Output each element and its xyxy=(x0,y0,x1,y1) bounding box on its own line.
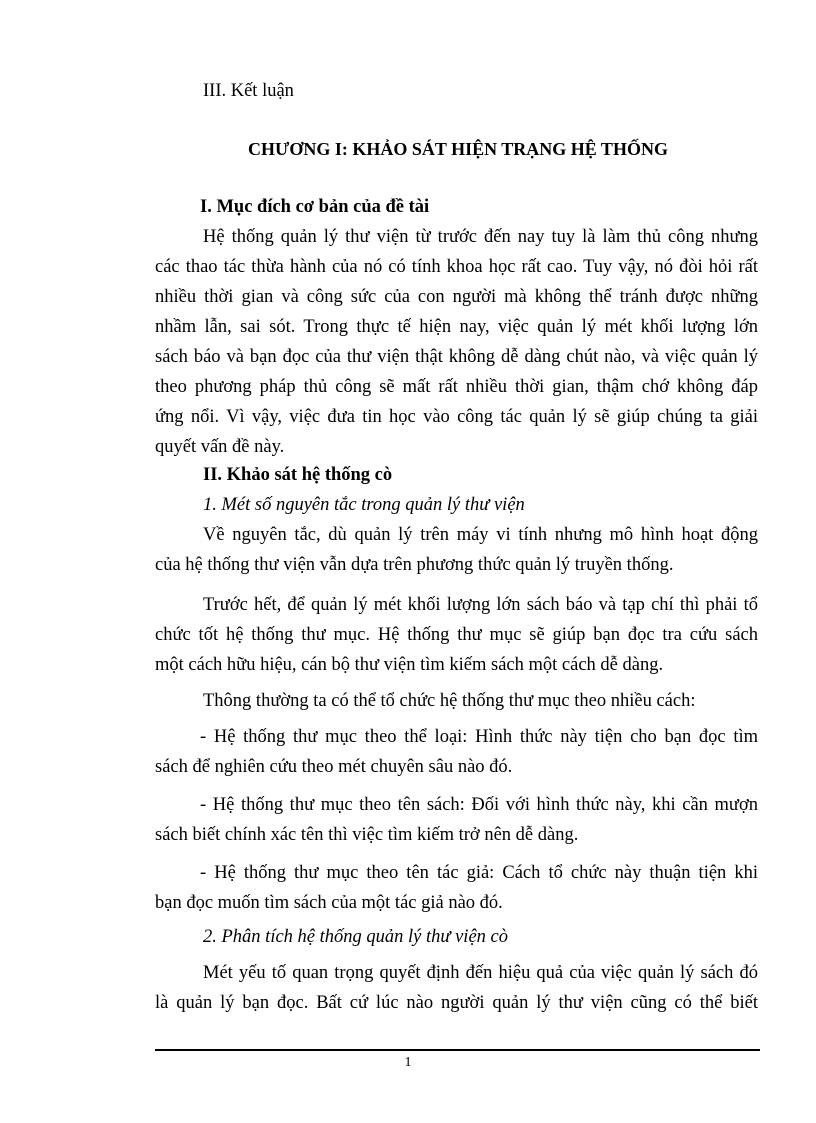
bullet-line: - Hệ thống thư mục theo tên tác giả: Cách tổ chức này thuận tiện khi xyxy=(200,863,758,883)
paragraph-line: các thao tác thừa hành của nó có tính khoa học rất cao. Tuy vậy, nó đòi hỏi rất xyxy=(155,257,758,277)
paragraph-line: Hệ thống quản lý thư viện từ trước đến nay tuy là làm thủ công nhưng xyxy=(203,227,758,247)
paragraph-line: Trước hết, để quản lý mét khối lượng lớn sách báo và tạp chí thì phải tổ xyxy=(203,595,758,615)
paragraph-line: quyết vấn đề này. xyxy=(155,437,285,457)
section2-heading: II. Khảo sát hệ thống cò xyxy=(203,465,393,485)
paragraph-line: Thông thường ta có thể tổ chức hệ thống thư mục theo nhiều cách: xyxy=(203,691,696,711)
paragraph-line: ứng nổi. Vì vậy, việc đưa tin học vào công tác quản lý sẽ giúp chúng ta giải xyxy=(155,407,758,427)
paragraph-line: nhiều thời gian và công sức của con người mà không thể tránh được những xyxy=(155,287,758,307)
footer-rule xyxy=(155,1049,760,1051)
bullet-line: sách để nghiên cứu theo mét chuyên sâu nào đó. xyxy=(155,757,513,777)
paragraph-line: theo phương pháp thủ công sẽ mất rất nhiều thời gian, thậm chớ không đáp xyxy=(155,377,758,397)
bullet-line: - Hệ thống thư mục theo tên sách: Đối với hình thức này, khi cần mượn xyxy=(200,795,758,815)
page-number: 1 xyxy=(404,1055,412,1070)
paragraph-line: Về nguyên tắc, dù quản lý trên máy vi tính nhưng mô hình hoạt động xyxy=(203,525,758,545)
paragraph-line: sách báo và bạn đọc của thư viện thật không dễ dàng chút nào, và việc quản lý xyxy=(155,347,758,367)
paragraph-line: là quản lý bạn đọc. Bất cứ lúc nào người quản lý thư viện cũng có thể biết xyxy=(155,993,758,1013)
paragraph-line: của hệ thống thư viện vẫn dựa trên phương thức quản lý truyền thống. xyxy=(155,555,674,575)
section1-heading: I. Mục đích cơ bản của đề tài xyxy=(200,197,430,217)
subsection1-heading: 1. Mét số nguyên tắc trong quản lý thư viện xyxy=(203,495,525,515)
bullet-line: bạn đọc muốn tìm sách của một tác giả nào đó. xyxy=(155,893,503,913)
subsection2-heading: 2. Phân tích hệ thống quản lý thư viện cò xyxy=(203,927,508,947)
section-item-conclusion: III. Kết luận xyxy=(203,81,294,101)
paragraph-line: nhầm lẫn, sai sót. Trong thực tế hiện nay, việc quản lý mét khối lượng lớn xyxy=(155,317,758,337)
paragraph-line: Mét yếu tố quan trọng quyết định đến hiệu quả của việc quản lý sách đó xyxy=(203,963,758,983)
bullet-line: sách biết chính xác tên thì việc tìm kiếm trở nên dễ dàng. xyxy=(155,825,579,845)
chapter-title: CHƯƠNG I: KHẢO SÁT HIỆN TRẠNG HỆ THỐNG xyxy=(248,139,668,159)
paragraph-line: chức tốt hệ thống thư mục. Hệ thống thư mục sẽ giúp bạn đọc tra cứu sách xyxy=(155,625,758,645)
paragraph-line: một cách hữu hiệu, cán bộ thư viện tìm kiếm sách một cách dễ dàng. xyxy=(155,655,664,675)
bullet-line: - Hệ thống thư mục theo thể loại: Hình thức này tiện cho bạn đọc tìm xyxy=(200,727,758,747)
